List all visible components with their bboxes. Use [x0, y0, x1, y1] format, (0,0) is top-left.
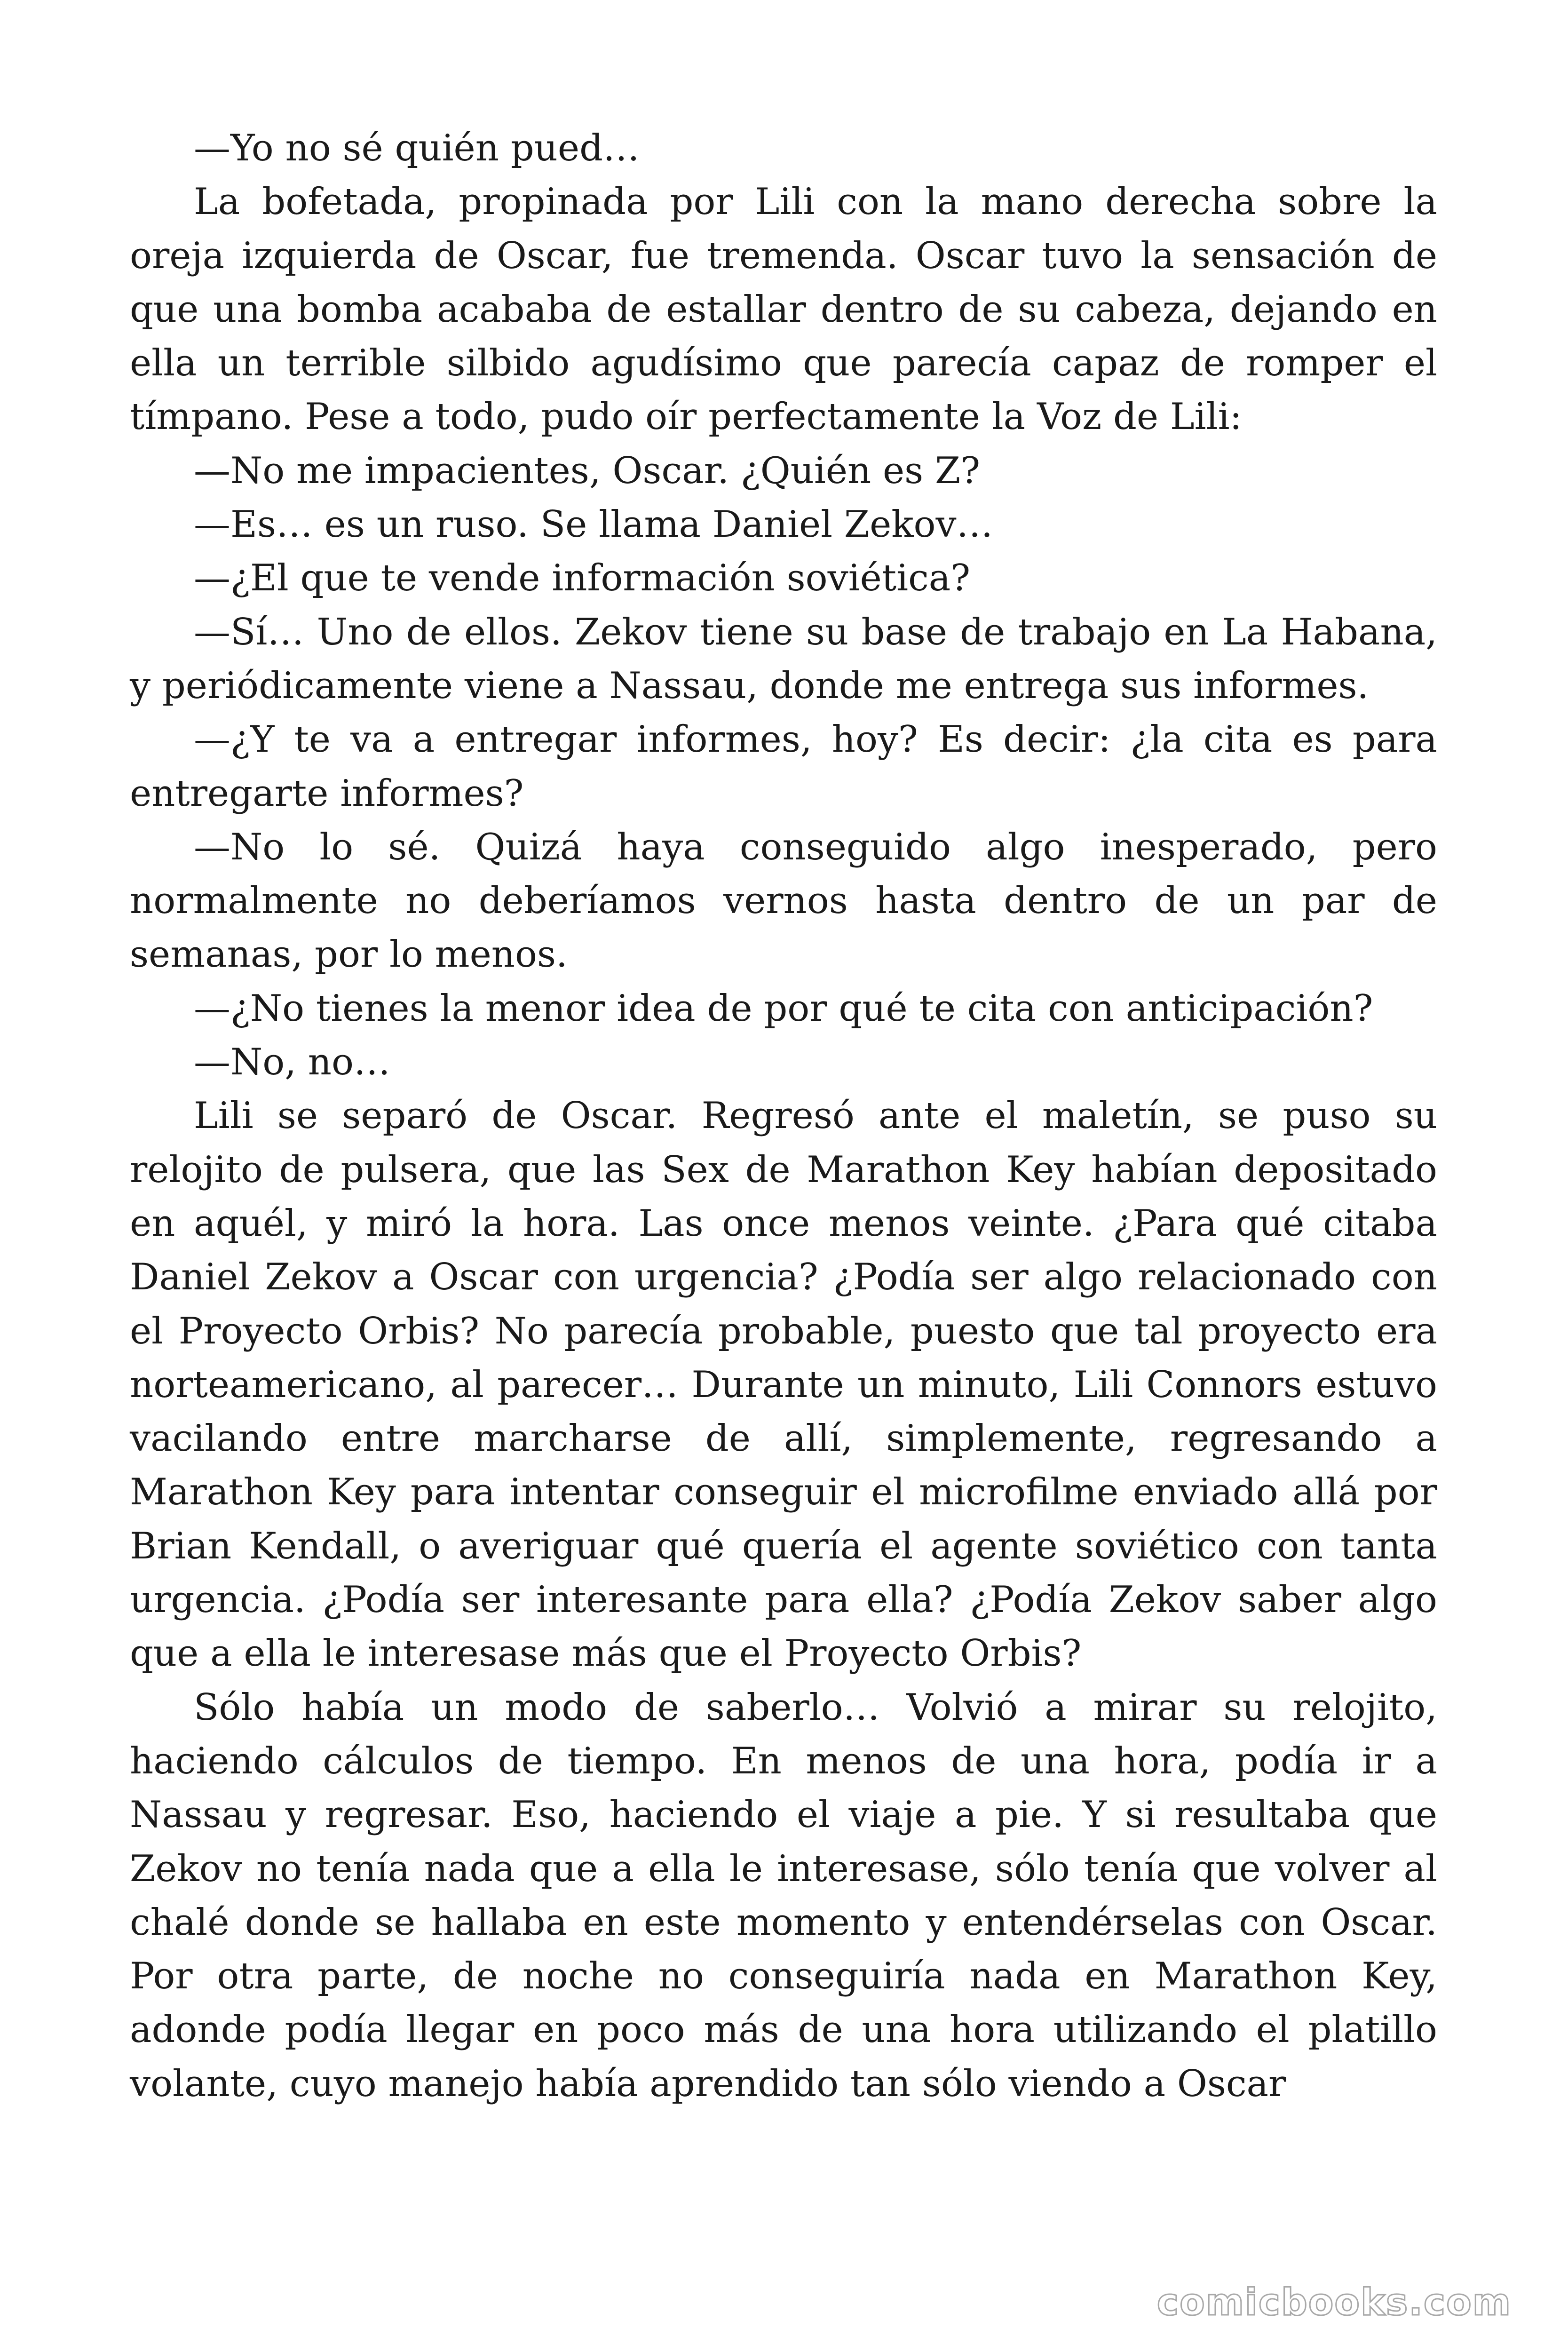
paragraph: —Sí… Uno de ellos. Zekov tiene su base de trabajo en La Habana, y periódicamente viene a Nassau, donde me entrega sus informes.	[130, 611, 1437, 707]
paragraph: —Es… es un ruso. Se llama Daniel Zekov…	[194, 503, 993, 546]
paragraph: —No me impacientes, Oscar. ¿Quién es Z?	[194, 449, 981, 492]
paragraph: —No, no…	[194, 1041, 390, 1084]
paragraph: Lili se separó de Oscar. Regresó ante el maletín, se puso su relojito de pulsera, que las Sex de Marathon Key habían depositado en aquél, y miró la hora. Las once menos veinte. ¿Para qué citaba Daniel Zekov a Oscar con urgencia? ¿Podía ser algo relacionado con el Proyecto Orbis? No parecía probable, puesto que tal proyecto era norteamericano, al parecer… Durante un minuto, Lili Connors estuvo vacilando entre marcharse de allí, simplemente, regresando a Marathon Key para intentar conseguir el microfilme enviado allá por Brian Kendall, o averiguar qué quería el agente soviético con tanta urgencia. ¿Podía ser interesante para ella? ¿Podía Zekov saber algo que a ella le interesase más que el Proyecto Orbis?	[130, 1095, 1437, 1675]
paragraph: —¿El que te vende información soviética?	[194, 557, 971, 600]
paragraph: Sólo había un modo de saberlo… Volvió a mirar su relojito, haciendo cálculos de tiempo. En menos de una hora, podía ir a Nassau y regresar. Eso, haciendo el viaje a pie. Y si resultaba que Zekov no tenía nada que a ella le interesase, sólo tenía que volver al chalé donde se hallaba en este momento y entendérselas con Oscar. Por otra parte, de noche no conseguiría nada en Marathon Key, adonde podía llegar en poco más de una hora utilizando el platillo volante, cuyo manejo había aprendido tan sólo viendo a Oscar	[130, 1686, 1437, 2105]
paragraph: —Yo no sé quién pued…	[194, 127, 640, 169]
paragraph: —No lo sé. Quizá haya conseguido algo inesperado, pero normalmente no deberíamos vernos hasta dentro de un par de semanas, por lo menos.	[130, 826, 1437, 976]
paragraph: —¿Y te va a entregar informes, hoy? Es decir: ¿la cita es para entregarte informes?	[130, 718, 1437, 815]
body-text	[130, 121, 1437, 2111]
site-watermark: comicbooks.com	[1156, 2281, 1512, 2324]
paragraph: —¿No tienes la menor idea de por qué te cita con anticipación?	[194, 987, 1373, 1030]
paragraph: La bofetada, propinada por Lili con la mano derecha sobre la oreja izquierda de Oscar, fue tremenda. Oscar tuvo la sensación de que una bomba acababa de estallar dentro de su cabeza, dejando en ella un terrible silbido agudísimo que parecía capaz de romper el tímpano. Pese a todo, pudo oír perfectamente la Voz de Lili:	[130, 181, 1437, 438]
